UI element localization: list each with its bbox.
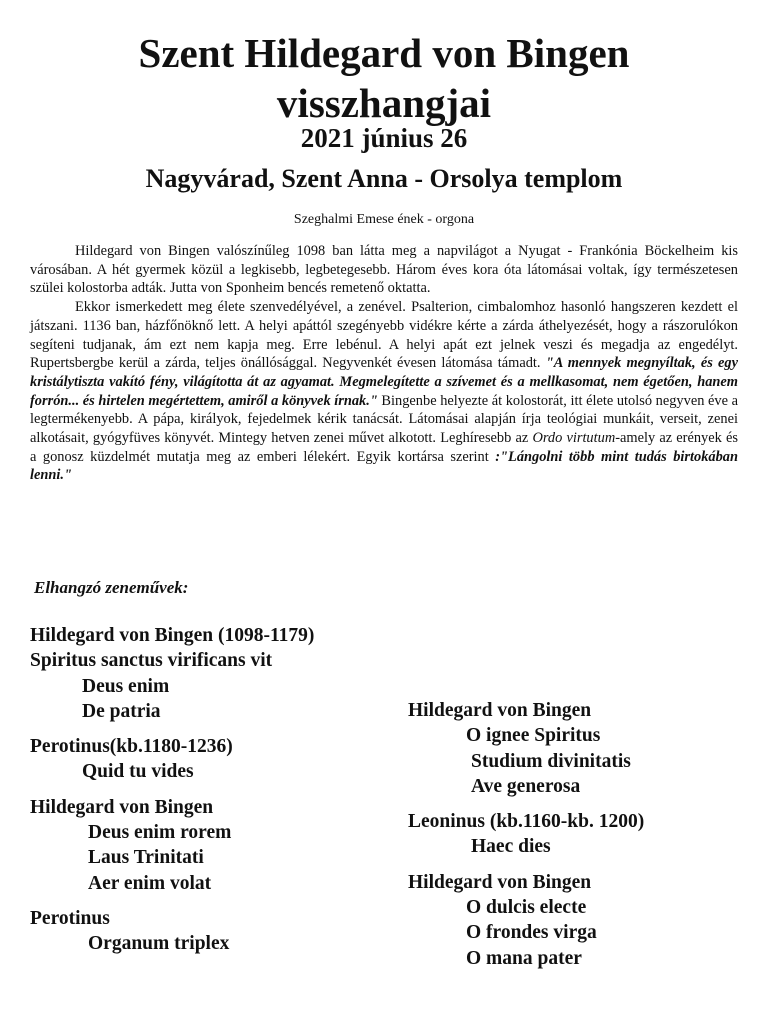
- work-group: [30, 623, 330, 724]
- piece-title: O dulcis electe: [466, 897, 587, 919]
- piece-title: O mana pater: [466, 947, 582, 969]
- composer-name: Hildegard von Bingen: [408, 700, 592, 721]
- composer-name: Leoninus (kb.1160-kb. 1200): [408, 811, 645, 833]
- work-group: [30, 734, 330, 785]
- piece-title: Studium divinitatis: [471, 750, 631, 772]
- composer-name: Hildegard von Bingen: [30, 796, 214, 818]
- piece-title: O ignee Spiritus: [466, 725, 601, 747]
- piece-title: Deus enim: [82, 675, 170, 697]
- biography-text-part: Ekkor ismerkedett meg élete szenvedélyével, a zenével. Psalterion, cimbalomhoz hasonló hangszeren kezdett el játszani. 1136 ban, házfőnöknő lett. A helyi apáttól szegényebb vidékre kérte a zárda áthelyezését, hogy a rászorulókon segíteni tudjanak, ám ezt nem kapja meg. Erre lebénul. A helyi apát ezt jelnek veszi és megadja az engedélyt. Rupertsbergbe kerül a zárda, teljes önállósággal. Negyvenkét évesen látomása támadt.: [30, 299, 738, 372]
- performers-line: Szeghalmi Emese ének - orgona: [293, 212, 475, 227]
- composer-name: Perotinus(kb.1180-1236): [30, 736, 233, 758]
- piece-title: Deus enim rorem: [88, 822, 232, 844]
- piece-title: Laus Trinitati: [88, 847, 204, 869]
- piece-title: Spiritus sanctus virificans vit: [30, 650, 273, 672]
- work-group: [408, 809, 738, 860]
- works-heading: Elhangzó zeneművek:: [34, 578, 189, 597]
- biography-text-part: -amely az erények és a gonosz küzdelmét mutatja meg az emberi lélekért. Egyik kortársa szerint: [30, 430, 738, 465]
- composer-name: Hildegard von Bingen (1098-1179): [30, 625, 315, 646]
- title-line-1: Szent Hildegard von Bingen: [138, 30, 630, 76]
- piece-title: Organum triplex: [88, 933, 230, 955]
- biography-text: [30, 242, 738, 485]
- work-group: [408, 870, 738, 971]
- work-group: [408, 698, 738, 799]
- concert-date: 2021 június 26: [300, 123, 468, 153]
- concert-venue: Nagyvárad, Szent Anna - Orsolya templom: [145, 164, 623, 193]
- piece-title: De patria: [82, 700, 161, 722]
- piece-title: O frondes virga: [466, 922, 597, 944]
- piece-title: Quid tu vides: [82, 761, 194, 783]
- works-column-right: [408, 698, 738, 981]
- biography-text-part: Bingenbe helyezte át kolostorát, itt élete utolsó negyven éve a legtermékenyebb. A pápa, királyok, fejedelmek kérik tanácsát. Látomásai alapján írja teológiai munkáit, verseit, zenei alkotásait, gyógyfüves könyvét. Mintegy hetven zenei művet alkotott. Leghíresebb az: [30, 392, 738, 447]
- works-column-left: [30, 623, 330, 967]
- work-group: [30, 906, 330, 957]
- piece-title: Haec dies: [471, 836, 551, 858]
- contemporary-quote: :"Lángolni több mint tudás birtokában lenni.": [30, 448, 739, 484]
- piece-title: Aer enim volat: [88, 872, 212, 894]
- composer-name: Perotinus: [30, 907, 110, 929]
- work-title-ordo: Ordo virtutum: [532, 430, 616, 447]
- vision-quote: "A mennyek megnyíltak, és egy kristálytiszta vakító fény, világította át az agyamat. Megmelegítette a szívemet és a mellkasomat, nem égetően, hanem forrón... és hirtelen megértettem, amiről a könyvek írnak.": [30, 355, 738, 409]
- work-group: [30, 795, 330, 896]
- biography-paragraph-1: Hildegard von Bingen valószínűleg 1098 ban látta meg a napvilágot a Nyugat - Frankónia Böckelheim kis városában. A hét gyermek közül a legkisebb, legbetegesebb. Három éves kora óta látomásai voltak, így természetesen szülei kolostorba adták. Jutta von Sponheim bencés remetenő oktatta.: [30, 243, 738, 297]
- title-line-2: visszhangjai: [276, 80, 492, 126]
- biography-paragraph-2: [30, 298, 738, 485]
- piece-title: Ave generosa: [471, 775, 581, 797]
- composer-name: Hildegard von Bingen: [408, 871, 592, 893]
